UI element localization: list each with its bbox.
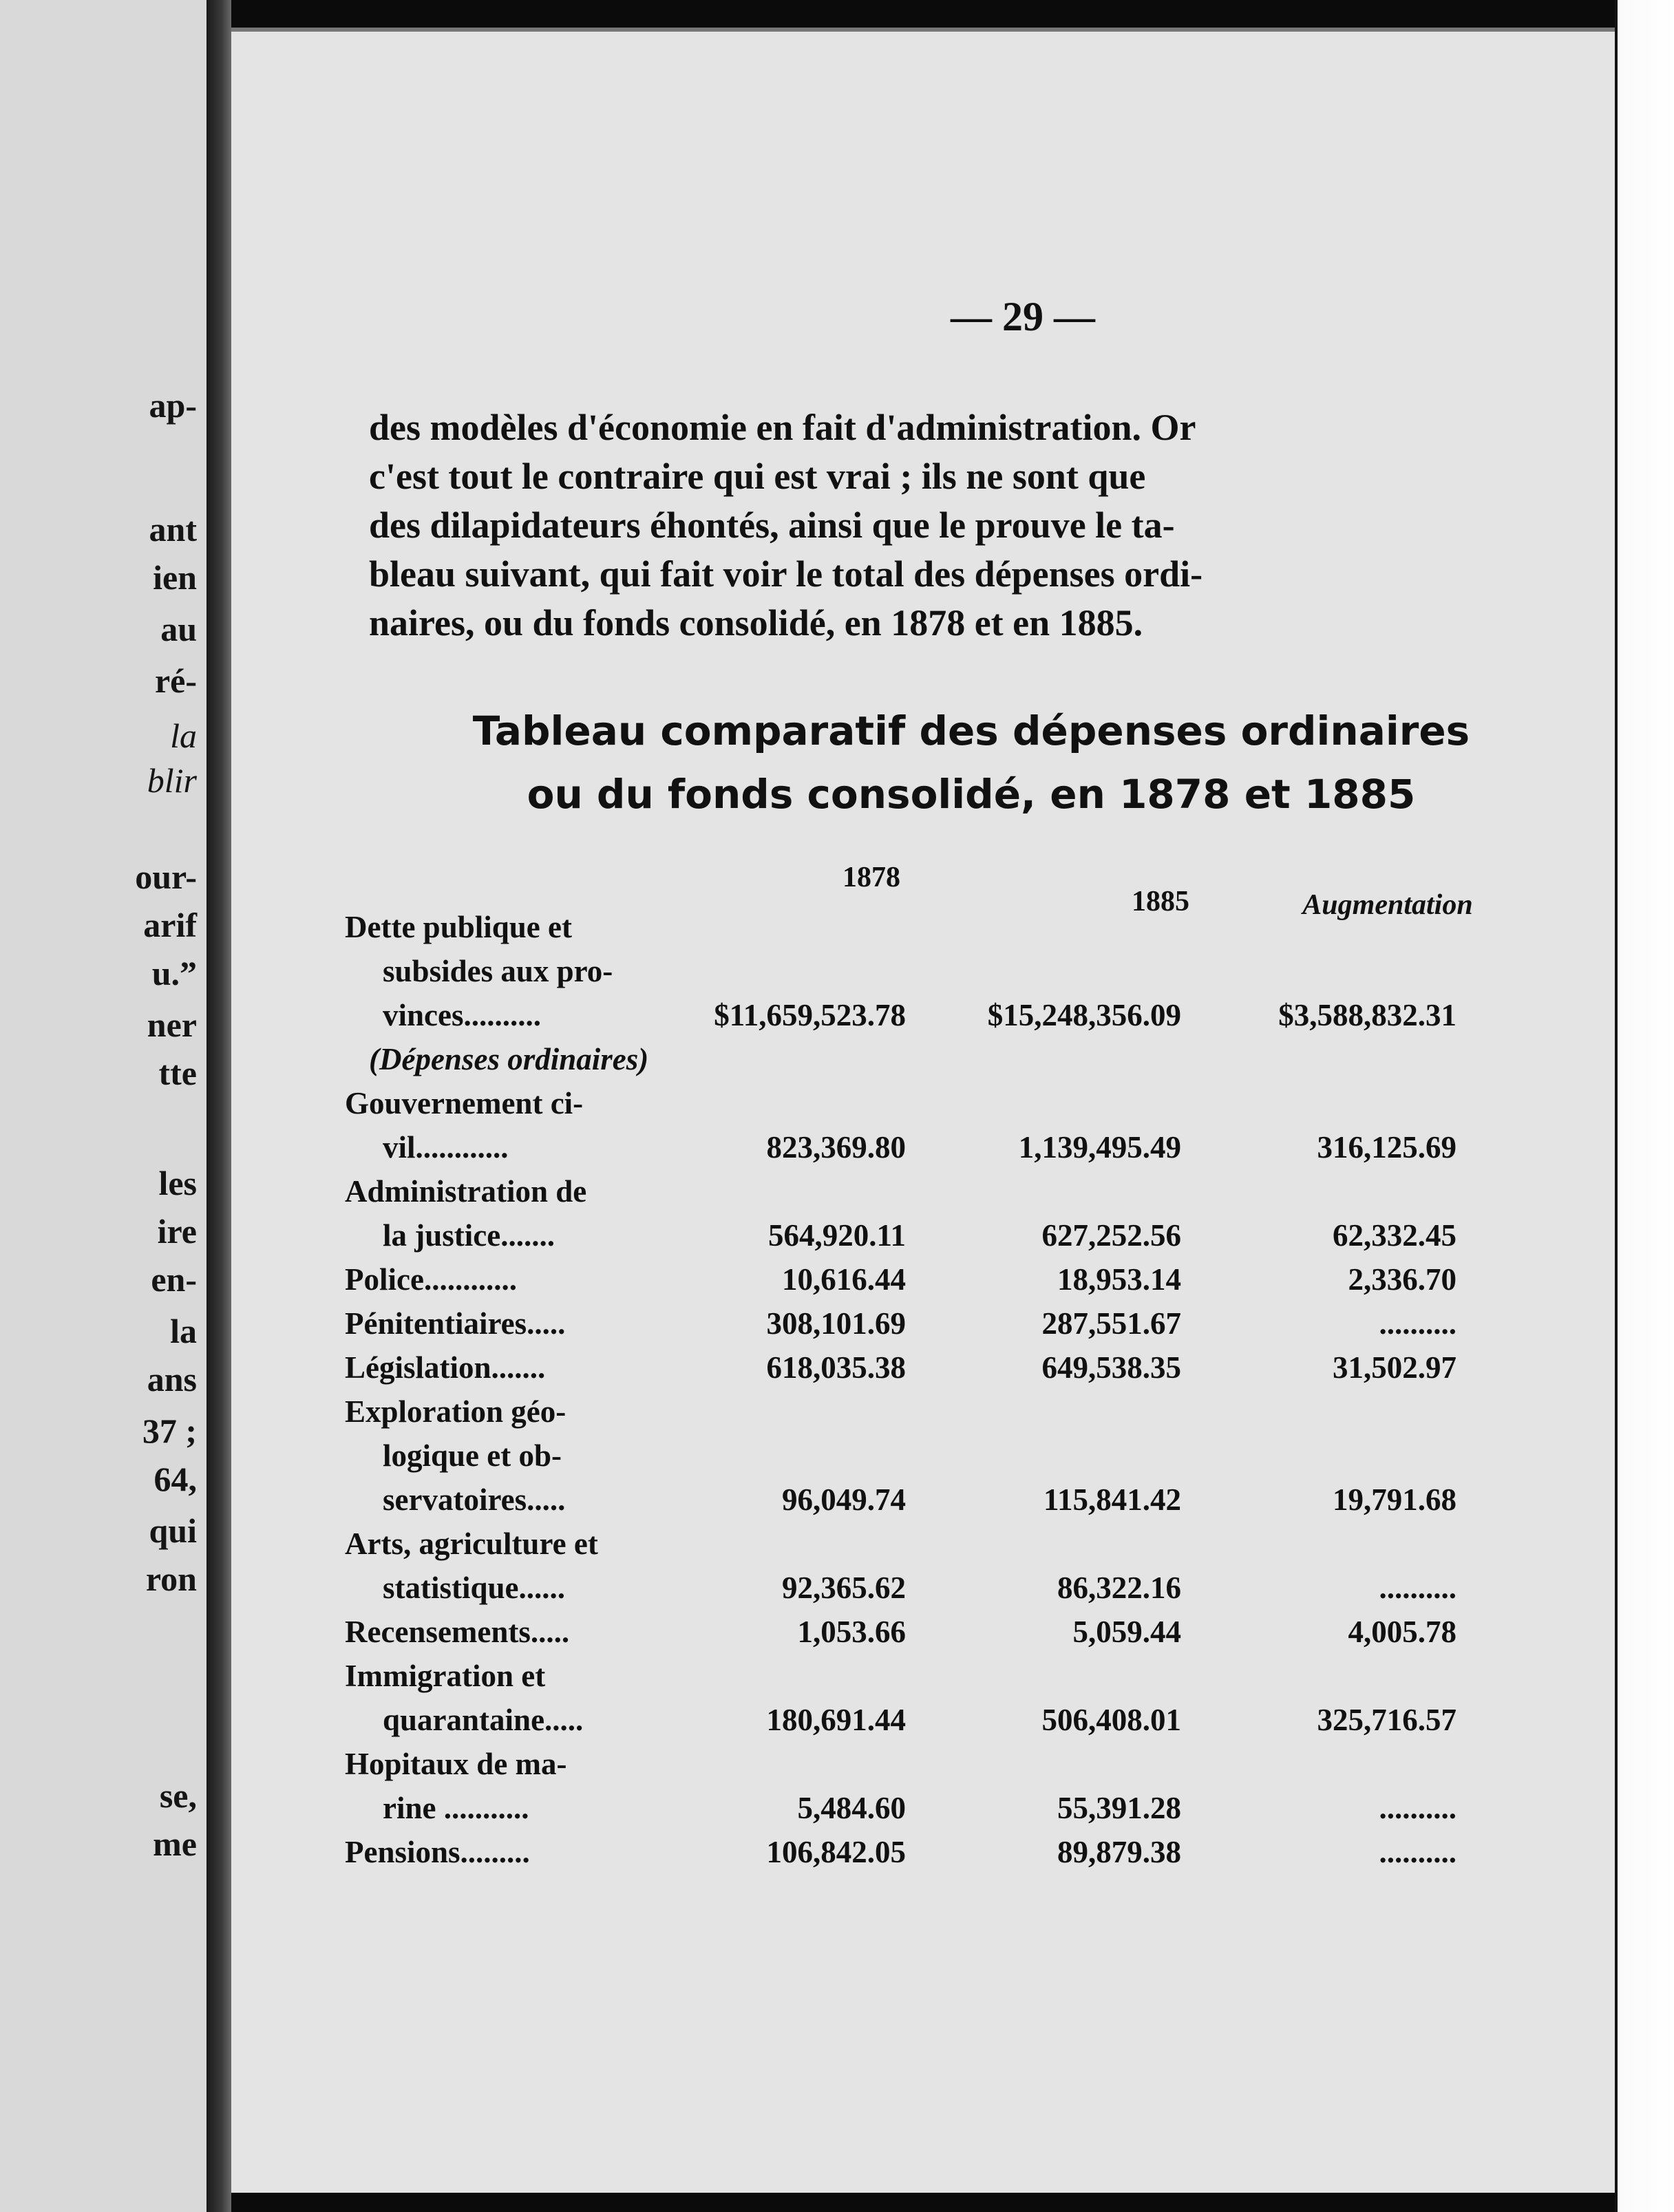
row-label: logique et ob-	[383, 1438, 562, 1473]
value-1885: 18,953.14	[1057, 1262, 1181, 1297]
value-1878: 92,365.62	[782, 1571, 906, 1605]
row-label: Arts, agriculture et	[345, 1527, 598, 1561]
value-1885: 89,879.38	[1057, 1835, 1181, 1869]
value-augmentation: ..........	[1379, 1835, 1456, 1869]
left-page-fragment: ner	[147, 1006, 197, 1044]
row-label: Police............	[345, 1262, 517, 1297]
value-augmentation: $3,588,832.31	[1278, 998, 1456, 1032]
left-page-fragment: au	[160, 610, 197, 648]
left-page-fragment: en-	[151, 1260, 197, 1299]
book-spine	[206, 0, 231, 2212]
row-label: (Dépenses ordinaires)	[369, 1042, 649, 1076]
row-label: Pénitentiaires.....	[345, 1306, 566, 1341]
value-1885: 115,841.42	[1043, 1482, 1181, 1517]
left-page-fragment: ire	[157, 1212, 197, 1251]
row-label: Pensions.........	[345, 1835, 530, 1869]
left-page-fragment: qui	[149, 1511, 197, 1550]
paragraph-line: naires, ou du fonds consolidé, en 1878 et en 1885.	[369, 602, 1143, 644]
left-page-fragment: ré-	[154, 661, 197, 700]
value-augmentation: 62,332.45	[1333, 1218, 1456, 1253]
value-1878: 564,920.11	[767, 1218, 906, 1253]
row-label: subsides aux pro-	[383, 954, 613, 988]
value-1885: 627,252.56	[1041, 1218, 1181, 1253]
value-1885: 506,408.01	[1041, 1703, 1181, 1737]
value-augmentation: 2,336.70	[1348, 1262, 1456, 1297]
left-page-fragment: ien	[153, 558, 197, 597]
left-page-fragment: ron	[145, 1560, 197, 1598]
column-header: 1878	[843, 862, 900, 893]
table-title-line: Tableau comparatif des dépenses ordinaires	[472, 708, 1470, 754]
value-augmentation: 316,125.69	[1317, 1130, 1456, 1165]
left-page-fragment: our-	[135, 858, 197, 896]
value-augmentation: ..........	[1379, 1571, 1456, 1605]
value-augmentation: 325,716.57	[1317, 1703, 1456, 1737]
left-facing-page	[0, 0, 206, 2212]
expense-table	[231, 32, 1615, 2193]
row-label: la justice.......	[383, 1218, 555, 1253]
left-page-fragment: la	[170, 716, 197, 755]
left-page-fragment: arif	[143, 906, 197, 944]
row-label: Administration de	[345, 1174, 587, 1209]
left-page-fragment: u.”	[151, 954, 197, 992]
value-augmentation: 31,502.97	[1333, 1350, 1456, 1385]
left-page-fragment: ans	[147, 1360, 197, 1399]
row-label: vil............	[383, 1130, 509, 1165]
row-label: Hopitaux de ma-	[345, 1747, 567, 1781]
value-1885: 5,059.44	[1072, 1615, 1181, 1649]
left-page-fragment: se,	[159, 1776, 197, 1815]
row-label: Législation.......	[345, 1350, 546, 1385]
row-label: Exploration géo-	[345, 1394, 566, 1429]
value-1885: 86,322.16	[1057, 1571, 1181, 1605]
value-1885: 1,139,495.49	[1018, 1130, 1181, 1165]
value-augmentation: ..........	[1379, 1306, 1456, 1341]
row-label: Gouvernement ci-	[345, 1086, 584, 1120]
value-1878: 1,053.66	[797, 1615, 906, 1649]
value-1878: 308,101.69	[766, 1306, 906, 1341]
left-page-fragment: ap-	[149, 386, 197, 425]
table-title-line: ou du fonds consolidé, en 1878 et 1885	[527, 771, 1416, 818]
row-label: quarantaine.....	[383, 1703, 584, 1737]
value-augmentation: ..........	[1379, 1791, 1456, 1825]
row-label: Immigration et	[345, 1659, 546, 1693]
row-label: servatoires.....	[383, 1482, 566, 1517]
row-label: Dette publique et	[345, 910, 572, 944]
row-label: rine ...........	[383, 1791, 529, 1825]
value-1885: 649,538.35	[1041, 1350, 1181, 1385]
value-1878: 96,049.74	[782, 1482, 906, 1517]
value-1878: 823,369.80	[766, 1130, 906, 1165]
left-page-fragment: tte	[158, 1054, 197, 1092]
left-page-fragment: blir	[147, 761, 197, 800]
value-augmentation: 4,005.78	[1348, 1615, 1456, 1649]
value-1878: 10,616.44	[782, 1262, 906, 1297]
left-page-fragment: la	[170, 1312, 197, 1350]
paragraph-line: bleau suivant, qui fait voir le total des dépenses ordi-	[369, 553, 1203, 595]
left-page-fragment: les	[158, 1164, 197, 1202]
left-page-fragment: me	[153, 1825, 197, 1863]
value-1878: 5,484.60	[797, 1791, 906, 1825]
paragraph-line: des modèles d'économie en fait d'administration. Or	[369, 407, 1196, 448]
value-augmentation: 19,791.68	[1333, 1482, 1456, 1517]
left-page-fragment: ant	[149, 510, 197, 549]
column-header: 1885	[1132, 886, 1189, 917]
value-1878: 106,842.05	[766, 1835, 906, 1869]
column-header: Augmentation	[1302, 889, 1473, 921]
value-1885: 287,551.67	[1041, 1306, 1181, 1341]
left-page-fragment: 37 ;	[142, 1412, 197, 1450]
value-1885: 55,391.28	[1057, 1791, 1181, 1825]
page-edge	[1615, 0, 1674, 2212]
value-1878: $11,659,523.78	[714, 998, 906, 1032]
paragraph-line: des dilapidateurs éhontés, ainsi que le prouve le ta-	[369, 504, 1175, 546]
row-label: Recensements.....	[345, 1615, 570, 1649]
page-number: — 29 —	[951, 294, 1095, 339]
page-29	[231, 28, 1615, 2193]
left-page-fragment: 64,	[153, 1460, 197, 1498]
row-label: vinces..........	[383, 998, 541, 1032]
value-1878: 180,691.44	[766, 1703, 906, 1737]
row-label: statistique......	[383, 1571, 566, 1605]
paragraph-line: c'est tout le contraire qui est vrai ; ils ne sont que	[369, 456, 1146, 497]
value-1885: $15,248,356.09	[987, 998, 1181, 1032]
value-1878: 618,035.38	[766, 1350, 906, 1385]
